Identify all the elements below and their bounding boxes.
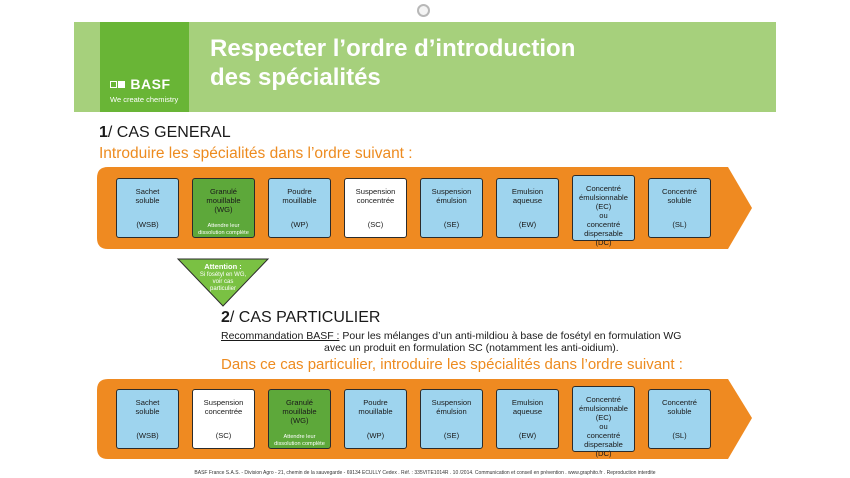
product-name: Granulé mouillable (WG) [282, 398, 317, 425]
product-name: Emulsion aqueuse [511, 187, 544, 205]
product-code: (WP) [366, 431, 385, 440]
section1-product-box [420, 178, 483, 238]
product-note: Attendre leur dissolution complète [198, 223, 249, 236]
product-code: (WSB) [136, 431, 159, 440]
section2-product-box [496, 389, 559, 449]
section2-title: / CAS PARTICULIER [229, 309, 381, 326]
product-name: Granulé mouillable (WG) [206, 187, 241, 214]
section2-product-box [420, 389, 483, 449]
section1-product-box [344, 178, 407, 238]
recommendation-text: Pour les mélanges d’un anti-mildiou à base de fosétyl en formulation WG [339, 330, 682, 342]
section2-product-box [192, 389, 255, 449]
product-name: Poudre mouillable [358, 398, 393, 416]
product-name: Concentré soluble [661, 398, 698, 416]
product-note: Attendre leur dissolution complète [274, 434, 325, 447]
product-code: (SC) [367, 220, 384, 229]
section1-product-box [496, 178, 559, 238]
product-code: (SL) [672, 431, 687, 440]
product-name: Sachet soluble [135, 398, 160, 416]
attention-note [178, 263, 268, 293]
product-code: (SL) [672, 220, 687, 229]
attention-body: Si fosétyl en WG, voir cas particulier [199, 272, 247, 292]
product-code: (EW) [518, 220, 537, 229]
logo-tagline: We create chemistry [110, 95, 179, 104]
section1-subheading: Introduire les spécialités dans l’ordre suivant : [99, 145, 413, 162]
product-name: Sachet soluble [135, 187, 160, 205]
product-name: Suspension concentrée [203, 398, 244, 416]
footer-text: BASF France S.A.S. - Division Agro - 21, chemin de la sauvegarde - 69134 ECULLY Cedex . Réf. : 335VITE1014R . 10 /2014. Communication et conseil en prévention . www.graphito.fr . Reproduction interdite [194, 470, 656, 476]
title-line-1: Respecter l’ordre d’introduction [210, 35, 576, 62]
product-code: (SC) [215, 431, 232, 440]
product-code: (WSB) [136, 220, 159, 229]
section2-subheading: Dans ce cas particulier, introduire les spécialités dans l’ordre suivant : [221, 356, 683, 373]
product-name: Concentré émulsionnable (EC) ou concentré dispersable (DC) [579, 184, 628, 247]
product-name: Concentré soluble [661, 187, 698, 205]
section1-title: / CAS GENERAL [107, 124, 231, 141]
product-name: Suspension émulsion [431, 398, 472, 416]
product-name: Emulsion aqueuse [511, 398, 544, 416]
title-line-2: des spécialités [210, 64, 381, 91]
product-code: (EW) [518, 431, 537, 440]
product-name: Suspension émulsion [431, 187, 472, 205]
logo-name: BASF [130, 76, 171, 92]
product-name: Concentré émulsionnable (EC) ou concentré dispersable (DC) [579, 395, 628, 458]
section2-heading [221, 309, 380, 327]
product-code: (SE) [443, 431, 460, 440]
section1-product-box [116, 178, 179, 238]
recommendation-text-2: avec un produit en formulation SC (notamment les anti-oidium). [324, 342, 619, 354]
section1-product-box [268, 178, 331, 238]
product-code: (WP) [290, 220, 309, 229]
section1-product-box [192, 178, 255, 238]
attention-title: Attention : [204, 262, 242, 271]
section2-product-box [116, 389, 179, 449]
recommendation-label: Recommandation BASF : [221, 330, 340, 342]
section2-product-box [572, 386, 635, 458]
product-name: Suspension concentrée [355, 187, 396, 205]
section2-product-box [344, 389, 407, 449]
section1-number: 1 [99, 124, 108, 141]
recommendation [221, 330, 681, 354]
product-code: (SE) [443, 220, 460, 229]
product-name: Poudre mouillable [282, 187, 317, 205]
section1-product-box [648, 178, 711, 238]
section1-product-box [572, 175, 635, 247]
section2-number: 2 [221, 309, 230, 326]
section2-product-box [648, 389, 711, 449]
section2-product-box [268, 389, 331, 449]
